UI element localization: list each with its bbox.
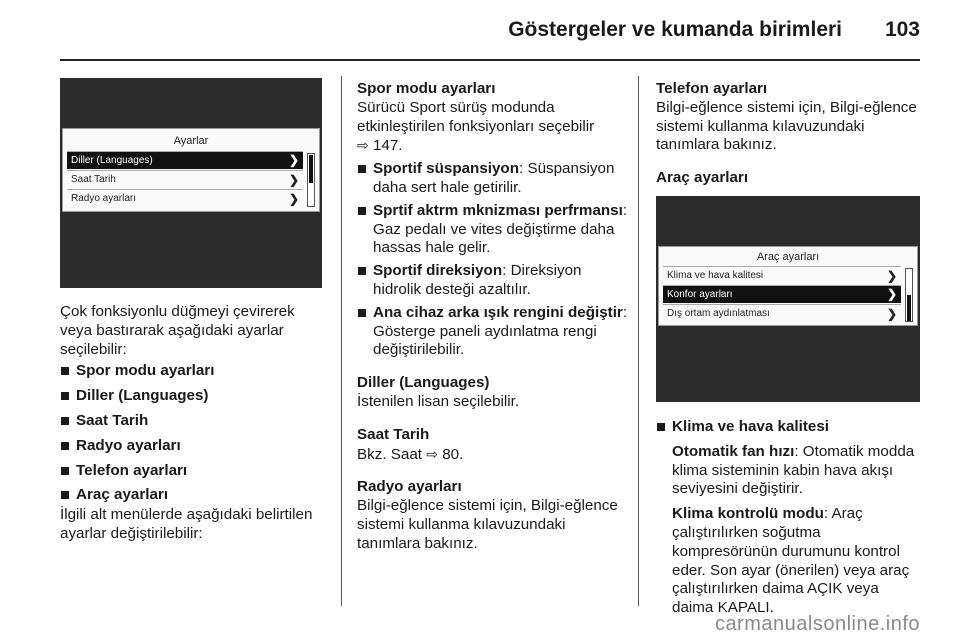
page-header <box>0 0 960 62</box>
section-text: Bkz. Saat ⇨ 80. <box>357 445 464 463</box>
column-3 <box>656 80 922 188</box>
screen-scrollbar <box>307 153 315 207</box>
outro-text: İlgili alt menülerde aşağıdaki belirtilen ayarlar değiştirilebilir: <box>60 506 313 542</box>
column-divider <box>638 76 639 606</box>
header-rule <box>60 59 920 61</box>
section-text: Bilgi-eğlence sistemi için, Bilgi-eğlence sistemi kullanma kılavuzundaki tanımlara bakınız. <box>357 497 618 552</box>
chevron-right-icon: ❯ <box>288 192 299 206</box>
list-item: Radyo ayarları <box>60 437 330 456</box>
chevron-right-icon: ❯ <box>288 153 299 167</box>
intro-text: Çok fonksiyonlu düğmeyi çevirerek veya bastırarak aşağıdaki ayarlar seçilebilir: <box>60 303 295 358</box>
list-item: Sprtif aktrm mknizması perfrmansı: Gaz pedalı ve vites değiştirme daha hassas hale gelir. <box>357 202 629 258</box>
page-ref-arrow-icon: ⇨ <box>357 137 369 154</box>
column-3-bottom <box>656 418 924 618</box>
list-item: Spor modu ayarları <box>60 362 330 381</box>
section-text: İstenilen lisan seçilebilir. <box>357 392 520 410</box>
vehicle-settings-screen-frame <box>658 246 918 326</box>
section-heading: Araç ayarları <box>656 169 749 187</box>
section-text: Klima kontrolü modu: Araç çalıştırılırken soğutma kompresörünün durumunu kontrol eder. Son ayar (önerilen) veya araç çalıştırılırken daima AÇIK veya daima KAPALI. <box>672 505 910 617</box>
section-heading: Saat Tarih <box>357 425 430 443</box>
list-item: Telefon ayarları <box>60 462 330 481</box>
list-item: Ana cihaz arka ışık rengini değiştir: Gösterge paneli aydınlatma rengi değiştirilebilir. <box>357 304 629 360</box>
climate-list <box>656 418 924 437</box>
section-heading: Spor modu ayarları <box>357 80 496 97</box>
column-divider <box>341 76 342 606</box>
page-number: 103 <box>884 18 920 41</box>
vehicle-settings-screen-image <box>656 196 920 402</box>
page-ref-arrow-icon: ⇨ <box>426 445 438 462</box>
screen-scrollbar <box>905 268 913 322</box>
settings-screen-frame <box>62 128 320 212</box>
list-item: Sportif süspansiyon: Süspansiyon daha sert hale getirilir. <box>357 160 629 198</box>
settings-menu-list <box>60 362 330 505</box>
screen-title: Araç ayarları <box>756 251 820 263</box>
screen-row-selected: Diller (Languages) ❯ <box>67 152 303 169</box>
section-heading: Diller (Languages) <box>357 374 490 392</box>
watermark: carmanualsonline.info <box>714 613 920 635</box>
screen-row: Radyo ayarları ❯ <box>71 192 299 206</box>
column-1 <box>60 303 330 544</box>
chevron-right-icon: ❯ <box>886 269 897 283</box>
column-2 <box>357 80 629 554</box>
list-item: Saat Tarih <box>60 412 330 431</box>
sport-options-list <box>357 160 629 360</box>
screen-row: Klima ve hava kalitesi ❯ <box>667 269 897 283</box>
screen-row: Saat Tarih ❯ <box>71 173 299 187</box>
page-title: Göstergeler ve kumanda birimleri <box>508 18 842 41</box>
section-text: Otomatik fan hızı: Otomatik modda klima sisteminin kabin hava akışı seviyesini değiştirir. <box>672 442 915 498</box>
section-heading: Telefon ayarları <box>656 80 768 97</box>
screen-title: Ayarlar <box>173 135 209 147</box>
list-item: Sportif direksiyon: Direksiyon hidrolik desteği azaltılır. <box>357 262 629 300</box>
screen-row: Dış ortam aydınlatması ❯ <box>667 307 897 321</box>
chevron-right-icon: ❯ <box>288 173 299 187</box>
list-item: Klima ve hava kalitesi <box>656 418 924 437</box>
section-text: Bilgi-eğlence sistemi için, Bilgi-eğlence sistemi kullanma kılavuzundaki tanımlara bakınız. <box>656 98 917 154</box>
list-item: Araç ayarları <box>60 486 330 505</box>
section-heading: Radyo ayarları <box>357 478 462 496</box>
chevron-right-icon: ❯ <box>886 307 897 321</box>
screen-row-selected: Konfor ayarları ❯ <box>663 286 901 303</box>
settings-screen-image <box>60 78 322 288</box>
section-text: Sürücü Sport sürüş modunda etkinleştirilen fonksiyonları seçebilir ⇨ 147. <box>357 98 595 155</box>
chevron-right-icon: ❯ <box>886 287 897 301</box>
list-item: Diller (Languages) <box>60 387 330 406</box>
